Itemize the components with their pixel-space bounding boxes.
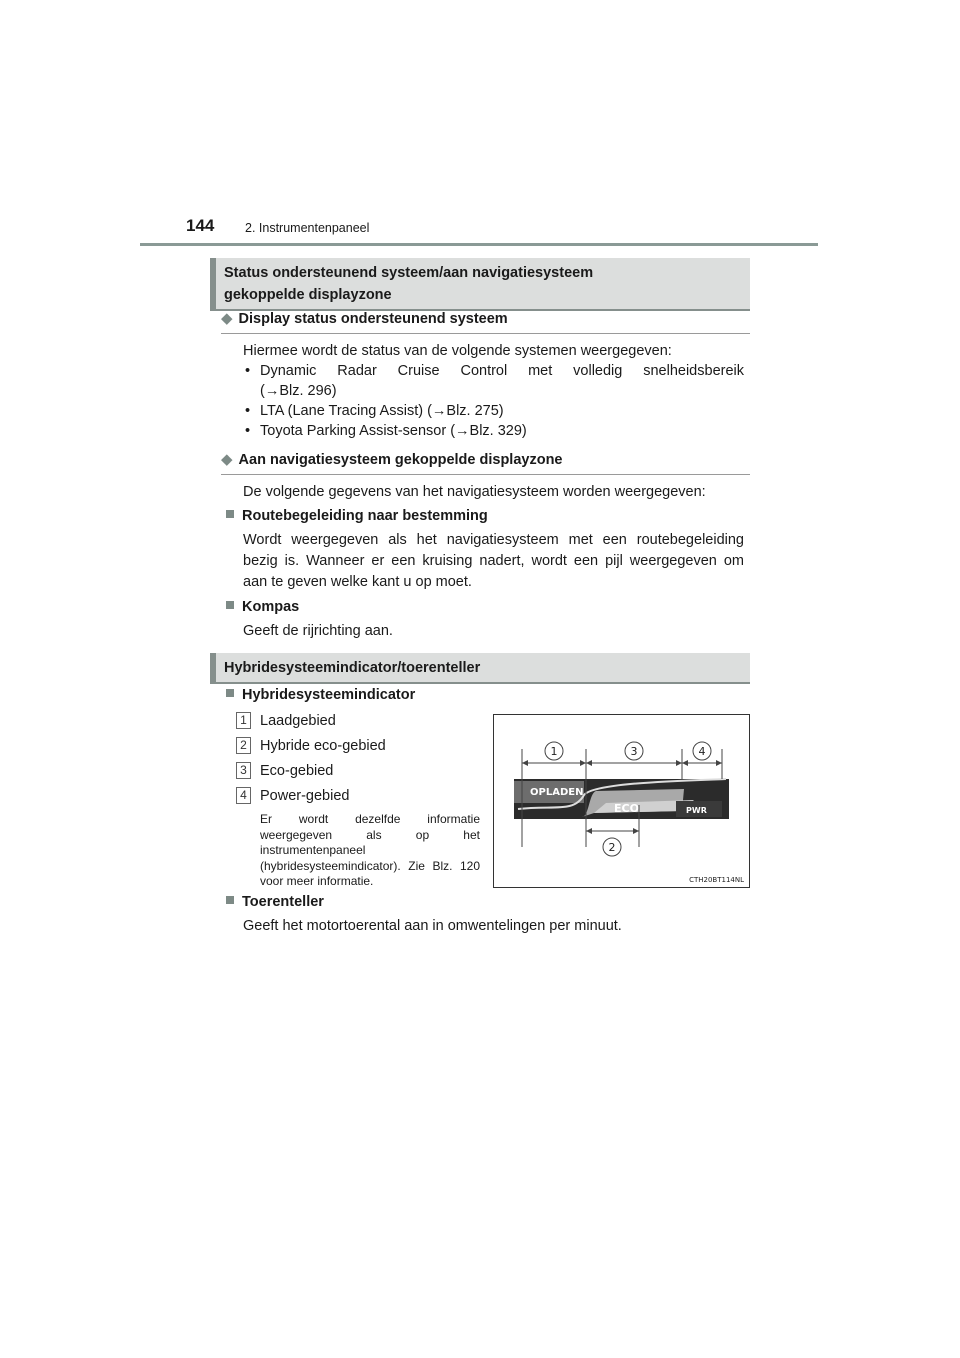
bullet-text: Toyota Parking Assist-sensor (→Blz. 329) <box>260 423 527 439</box>
bullet-text-cont: (→Blz. 296) <box>260 383 337 399</box>
callout-number: 4 <box>236 787 251 804</box>
callout-label-3: 3 <box>630 745 638 758</box>
bullet-dot: • <box>245 423 251 439</box>
section-heading-status <box>210 258 750 311</box>
item-heading-tach <box>226 892 324 912</box>
header-divider <box>140 243 818 246</box>
subheading-text: Display status ondersteunend systeem <box>238 311 508 327</box>
paragraph-line: bezig is. Wanneer er een kruising nadert, wordt een pijl weergegeven om <box>243 553 744 569</box>
item-heading-hybrid-indicator <box>226 685 415 705</box>
paragraph-line: Geeft de rijrichting aan. <box>243 623 393 639</box>
item-heading-text: Toerenteller <box>242 894 324 910</box>
callout-number: 1 <box>236 712 251 729</box>
subheading-navigation <box>221 450 750 475</box>
info-note: Er wordt dezelfde informatie weergegeven als op het instrumentenpaneel (hybridesysteemindicator). Zie Blz. 120 voor meer informatie. <box>260 812 480 888</box>
square-bullet-icon <box>226 510 234 518</box>
section-heading-line2: gekoppelde displayzone <box>224 287 392 303</box>
chapter-title: 2. Instrumentenpaneel <box>245 221 370 235</box>
zone-label-eco: ECO <box>614 802 639 815</box>
callout-number: 2 <box>236 737 251 754</box>
section-heading-text: Hybridesysteemindicator/toerenteller <box>224 660 481 676</box>
item-heading-compass <box>226 597 299 617</box>
intro-text: De volgende gegevens van het navigatiesysteem worden weergegeven: <box>243 484 706 500</box>
item-heading-text: Routebegeleiding naar bestemming <box>242 508 488 524</box>
callout-label-2: 2 <box>608 841 616 854</box>
legend-label: Hybride eco-gebied <box>260 738 386 754</box>
paragraph-line: Wordt weergegeven als het navigatiesysteem met een routebegeleiding <box>243 532 744 548</box>
section-heading-line1: Status ondersteunend systeem/aan navigatiesysteem <box>224 265 594 281</box>
bullet-text: Dynamic Radar Cruise Control met volledig snelheidsbereik <box>260 363 744 379</box>
section-heading-hybrid <box>210 653 750 684</box>
item-heading-text: Hybridesysteemindicator <box>242 687 416 703</box>
diamond-icon: ◆ <box>221 310 233 327</box>
callout-label-4: 4 <box>698 745 706 758</box>
page-number: 144 <box>186 216 215 235</box>
legend-label: Power-gebied <box>260 788 350 804</box>
subheading-text: Aan navigatiesysteem gekoppelde displayzone <box>238 452 563 468</box>
square-bullet-icon <box>226 896 234 904</box>
intro-text: Hiermee wordt de status van de volgende systemen weergegeven: <box>243 343 672 359</box>
bullet-dot: • <box>245 403 251 419</box>
diamond-icon: ◆ <box>221 451 233 468</box>
legend-label: Laadgebied <box>260 713 336 729</box>
subheading-display-status <box>221 309 750 334</box>
zone-label-power: PWR <box>686 806 707 815</box>
item-heading-route <box>226 506 488 526</box>
figure-code: CTH20BT114NL <box>689 876 744 884</box>
square-bullet-icon <box>226 689 234 697</box>
paragraph-line: Geeft het motortoerental aan in omwentelingen per minuut. <box>243 918 622 934</box>
legend-label: Eco-gebied <box>260 763 334 779</box>
bullet-dot: • <box>245 363 251 379</box>
hybrid-indicator-figure <box>493 714 750 888</box>
zone-label-charge: OPLADEN <box>530 787 584 798</box>
callout-label-1: 1 <box>550 745 558 758</box>
bullet-text: LTA (Lane Tracing Assist) (→Blz. 275) <box>260 403 504 419</box>
square-bullet-icon <box>226 601 234 609</box>
paragraph-line: aan te geven welke kant u op moet. <box>243 574 472 590</box>
hybrid-indicator-diagram <box>494 715 749 887</box>
item-heading-text: Kompas <box>242 599 300 615</box>
callout-number: 3 <box>236 762 251 779</box>
